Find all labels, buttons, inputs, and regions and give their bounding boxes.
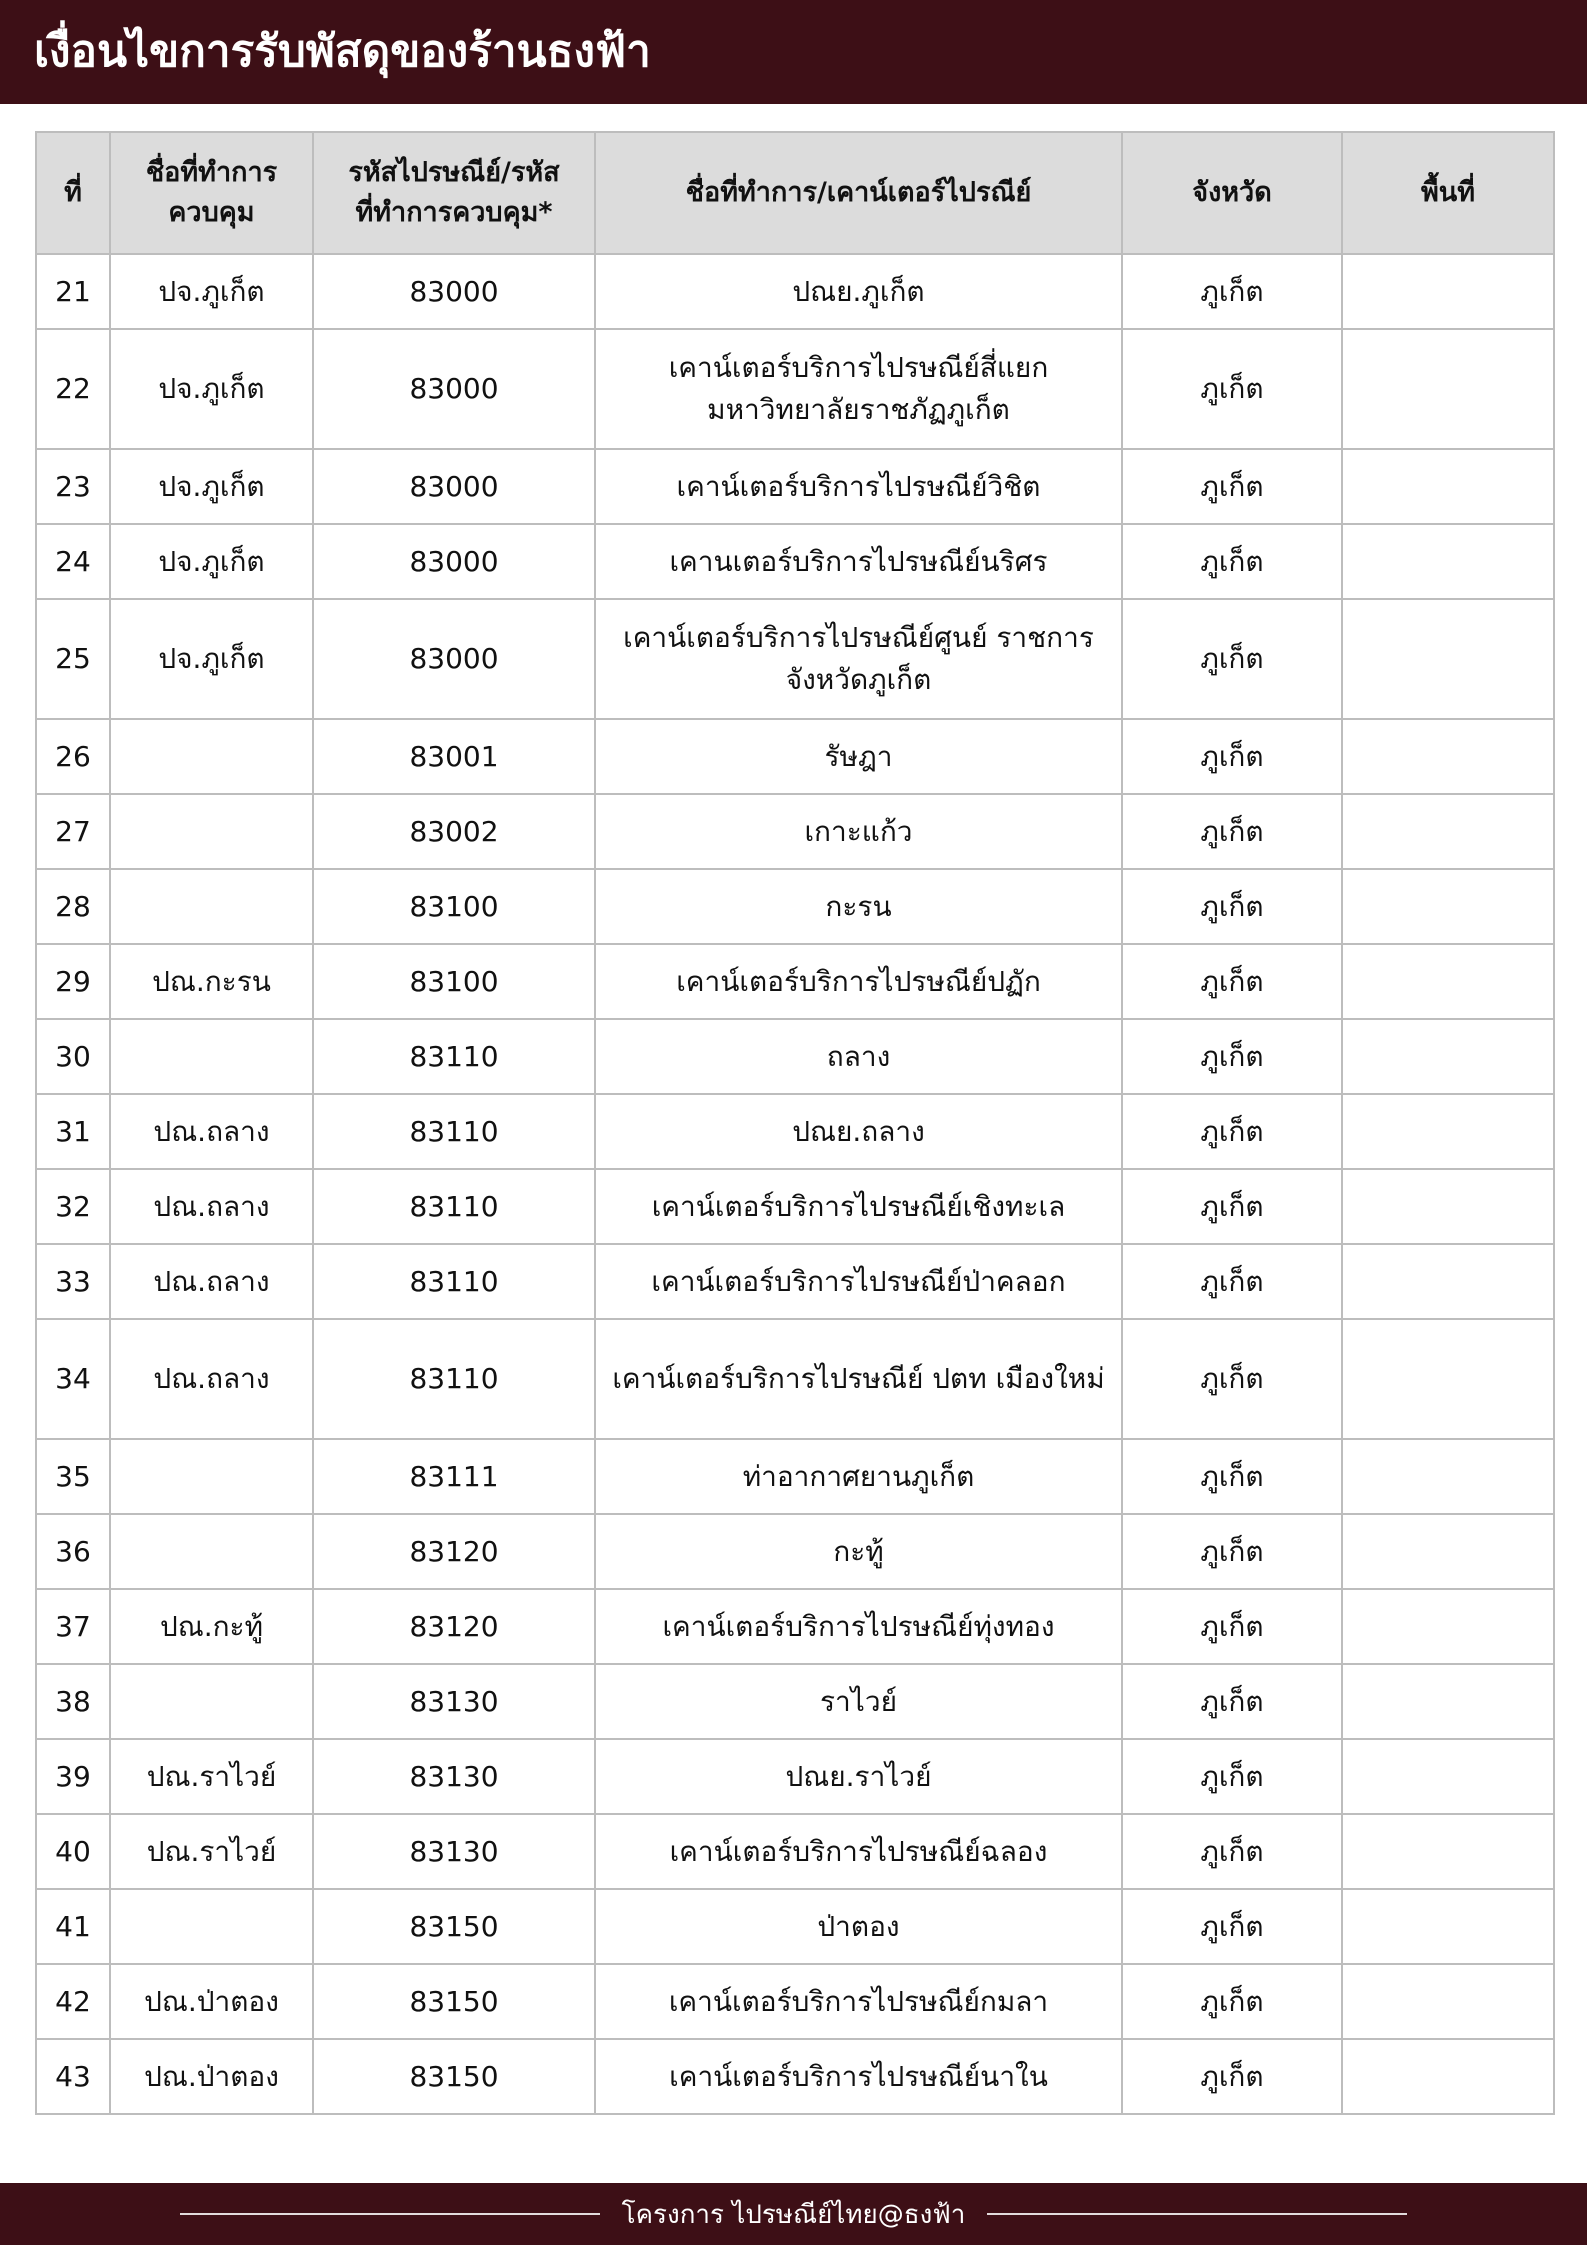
cell-postal-code: 83111 xyxy=(313,1439,595,1514)
column-header-office-name: ชื่อที่ทำการ/เคาน์เตอร์ไปรณีย์ xyxy=(595,132,1122,254)
cell-postal-code: 83110 xyxy=(313,1094,595,1169)
cell-province: ภูเก็ต xyxy=(1122,524,1342,599)
cell-area xyxy=(1342,1094,1554,1169)
cell-province: ภูเก็ต xyxy=(1122,719,1342,794)
cell-area xyxy=(1342,944,1554,1019)
cell-no: 43 xyxy=(36,2039,110,2114)
cell-office-name: เกาะแก้ว xyxy=(595,794,1122,869)
cell-no: 36 xyxy=(36,1514,110,1589)
table-row xyxy=(36,2039,1554,2114)
cell-province: ภูเก็ต xyxy=(1122,1664,1342,1739)
cell-area xyxy=(1342,1739,1554,1814)
table-row xyxy=(36,1814,1554,1889)
cell-control-office: ปจ.ภูเก็ต xyxy=(110,524,313,599)
table-row xyxy=(36,794,1554,869)
cell-office-name: ถลาง xyxy=(595,1019,1122,1094)
cell-province: ภูเก็ต xyxy=(1122,329,1342,449)
cell-area xyxy=(1342,1964,1554,2039)
cell-office-name: เคาน์เตอร์บริการไปรษณีย์ ปตท เมืองใหม่ xyxy=(595,1319,1122,1439)
cell-no: 28 xyxy=(36,869,110,944)
cell-postal-code: 83000 xyxy=(313,599,595,719)
cell-office-name: เคานเตอร์บริการไปรษณีย์นริศร xyxy=(595,524,1122,599)
cell-control-office: ปณ.ถลาง xyxy=(110,1319,313,1439)
column-header-province: จังหวัด xyxy=(1122,132,1342,254)
column-header-area: พื้นที่ xyxy=(1342,132,1554,254)
cell-area xyxy=(1342,329,1554,449)
cell-office-name: กะรน xyxy=(595,869,1122,944)
cell-control-office xyxy=(110,794,313,869)
cell-office-name: ท่าอากาศยานภูเก็ต xyxy=(595,1439,1122,1514)
cell-no: 35 xyxy=(36,1439,110,1514)
table-row xyxy=(36,254,1554,329)
cell-no: 41 xyxy=(36,1889,110,1964)
cell-province: ภูเก็ต xyxy=(1122,1814,1342,1889)
cell-control-office: ปณ.ถลาง xyxy=(110,1094,313,1169)
column-header-postal-code: รหัสไปรษณีย์/รหัส ที่ทำการควบคุม* xyxy=(313,132,595,254)
cell-office-name: เคาน์เตอร์บริการไปรษณีย์ศูนย์ ราชการจังหวัดภูเก็ต xyxy=(595,599,1122,719)
cell-control-office: ปณ.ป่าตอง xyxy=(110,2039,313,2114)
cell-postal-code: 83100 xyxy=(313,869,595,944)
table-row xyxy=(36,944,1554,1019)
table-row xyxy=(36,599,1554,719)
cell-no: 21 xyxy=(36,254,110,329)
cell-postal-code: 83130 xyxy=(313,1739,595,1814)
cell-province: ภูเก็ต xyxy=(1122,1019,1342,1094)
cell-province: ภูเก็ต xyxy=(1122,254,1342,329)
cell-office-name: รัษฎา xyxy=(595,719,1122,794)
cell-office-name: ปณย.ถลาง xyxy=(595,1094,1122,1169)
cell-no: 32 xyxy=(36,1169,110,1244)
cell-postal-code: 83150 xyxy=(313,2039,595,2114)
cell-area xyxy=(1342,794,1554,869)
cell-control-office: ปจ.ภูเก็ต xyxy=(110,449,313,524)
cell-control-office: ปณ.ราไวย์ xyxy=(110,1739,313,1814)
cell-no: 40 xyxy=(36,1814,110,1889)
cell-postal-code: 83120 xyxy=(313,1514,595,1589)
cell-no: 27 xyxy=(36,794,110,869)
cell-province: ภูเก็ต xyxy=(1122,1244,1342,1319)
cell-province: ภูเก็ต xyxy=(1122,449,1342,524)
cell-office-name: ปณย.ราไวย์ xyxy=(595,1739,1122,1814)
cell-area xyxy=(1342,1664,1554,1739)
cell-control-office: ปณ.กะรน xyxy=(110,944,313,1019)
cell-office-name: ป่าตอง xyxy=(595,1889,1122,1964)
cell-no: 38 xyxy=(36,1664,110,1739)
cell-control-office xyxy=(110,719,313,794)
table-row xyxy=(36,869,1554,944)
table-row xyxy=(36,1094,1554,1169)
cell-province: ภูเก็ต xyxy=(1122,1589,1342,1664)
cell-province: ภูเก็ต xyxy=(1122,1964,1342,2039)
cell-area xyxy=(1342,1244,1554,1319)
cell-control-office xyxy=(110,1889,313,1964)
cell-office-name: กะทู้ xyxy=(595,1514,1122,1589)
cell-province: ภูเก็ต xyxy=(1122,794,1342,869)
cell-no: 33 xyxy=(36,1244,110,1319)
cell-no: 26 xyxy=(36,719,110,794)
cell-control-office: ปณ.ราไวย์ xyxy=(110,1814,313,1889)
cell-office-name: เคาน์เตอร์บริการไปรษณีย์นาใน xyxy=(595,2039,1122,2114)
footer-divider-right xyxy=(987,2213,1407,2215)
cell-no: 23 xyxy=(36,449,110,524)
cell-no: 29 xyxy=(36,944,110,1019)
cell-control-office: ปจ.ภูเก็ต xyxy=(110,254,313,329)
cell-province: ภูเก็ต xyxy=(1122,1169,1342,1244)
cell-office-name: เคาน์เตอร์บริการไปรษณีย์ทุ่งทอง xyxy=(595,1589,1122,1664)
table-row xyxy=(36,1739,1554,1814)
cell-province: ภูเก็ต xyxy=(1122,2039,1342,2114)
table-row xyxy=(36,1439,1554,1514)
cell-office-name: เคาน์เตอร์บริการไปรษณีย์วิชิต xyxy=(595,449,1122,524)
column-header-no: ที่ xyxy=(36,132,110,254)
cell-postal-code: 83110 xyxy=(313,1319,595,1439)
table-row xyxy=(36,1589,1554,1664)
cell-area xyxy=(1342,1169,1554,1244)
table-row xyxy=(36,449,1554,524)
cell-area xyxy=(1342,1589,1554,1664)
cell-area xyxy=(1342,869,1554,944)
cell-province: ภูเก็ต xyxy=(1122,1514,1342,1589)
cell-postal-code: 83150 xyxy=(313,1889,595,1964)
cell-office-name: เคาน์เตอร์บริการไปรษณีย์เชิงทะเล xyxy=(595,1169,1122,1244)
cell-province: ภูเก็ต xyxy=(1122,869,1342,944)
cell-office-name: เคาน์เตอร์บริการไปรษณีย์ป่าคลอก xyxy=(595,1244,1122,1319)
cell-postal-code: 83002 xyxy=(313,794,595,869)
post-office-table xyxy=(35,131,1555,2115)
cell-area xyxy=(1342,1514,1554,1589)
table-body xyxy=(36,254,1554,2114)
cell-no: 25 xyxy=(36,599,110,719)
cell-no: 42 xyxy=(36,1964,110,2039)
cell-area xyxy=(1342,1889,1554,1964)
cell-no: 22 xyxy=(36,329,110,449)
cell-area xyxy=(1342,524,1554,599)
cell-postal-code: 83130 xyxy=(313,1814,595,1889)
table-row xyxy=(36,1964,1554,2039)
cell-control-office: ปจ.ภูเก็ต xyxy=(110,599,313,719)
cell-area xyxy=(1342,599,1554,719)
cell-control-office: ปณ.ป่าตอง xyxy=(110,1964,313,2039)
cell-office-name: เคาน์เตอร์บริการไปรษณีย์กมลา xyxy=(595,1964,1122,2039)
cell-postal-code: 83130 xyxy=(313,1664,595,1739)
cell-area xyxy=(1342,2039,1554,2114)
cell-area xyxy=(1342,1814,1554,1889)
cell-control-office: ปจ.ภูเก็ต xyxy=(110,329,313,449)
table-row xyxy=(36,1169,1554,1244)
cell-postal-code: 83110 xyxy=(313,1169,595,1244)
page-header xyxy=(0,0,1587,104)
cell-area xyxy=(1342,1019,1554,1094)
cell-control-office: ปณ.ถลาง xyxy=(110,1244,313,1319)
cell-area xyxy=(1342,449,1554,524)
table-header-row xyxy=(36,132,1554,254)
cell-postal-code: 83001 xyxy=(313,719,595,794)
cell-no: 31 xyxy=(36,1094,110,1169)
cell-province: ภูเก็ต xyxy=(1122,1739,1342,1814)
table-row xyxy=(36,1019,1554,1094)
cell-postal-code: 83000 xyxy=(313,449,595,524)
footer-text: โครงการ ไปรษณีย์ไทย@ธงฟ้า xyxy=(621,2199,966,2230)
cell-province: ภูเก็ต xyxy=(1122,1094,1342,1169)
cell-office-name: ปณย.ภูเก็ต xyxy=(595,254,1122,329)
cell-no: 24 xyxy=(36,524,110,599)
cell-no: 34 xyxy=(36,1319,110,1439)
cell-office-name: เคาน์เตอร์บริการไปรษณีย์ฉลอง xyxy=(595,1814,1122,1889)
cell-office-name: เคาน์เตอร์บริการไปรษณีย์ปฏัก xyxy=(595,944,1122,1019)
cell-control-office xyxy=(110,1664,313,1739)
table-row xyxy=(36,1889,1554,1964)
table-row xyxy=(36,719,1554,794)
page-title: เงื่อนไขการรับพัสดุของร้านธงฟ้า xyxy=(34,26,651,77)
cell-area xyxy=(1342,1319,1554,1439)
cell-office-name: เคาน์เตอร์บริการไปรษณีย์สี่แยก มหาวิทยาลัยราชภัฏภูเก็ต xyxy=(595,329,1122,449)
cell-province: ภูเก็ต xyxy=(1122,599,1342,719)
cell-province: ภูเก็ต xyxy=(1122,944,1342,1019)
cell-area xyxy=(1342,1439,1554,1514)
cell-office-name: ราไวย์ xyxy=(595,1664,1122,1739)
table-row xyxy=(36,1244,1554,1319)
cell-postal-code: 83150 xyxy=(313,1964,595,2039)
cell-area xyxy=(1342,719,1554,794)
cell-no: 37 xyxy=(36,1589,110,1664)
table-row xyxy=(36,1664,1554,1739)
cell-control-office xyxy=(110,869,313,944)
column-header-control-office: ชื่อที่ทำการ ควบคุม xyxy=(110,132,313,254)
cell-postal-code: 83000 xyxy=(313,329,595,449)
cell-postal-code: 83000 xyxy=(313,524,595,599)
table-row xyxy=(36,1319,1554,1439)
cell-postal-code: 83000 xyxy=(313,254,595,329)
cell-postal-code: 83100 xyxy=(313,944,595,1019)
cell-control-office xyxy=(110,1514,313,1589)
cell-province: ภูเก็ต xyxy=(1122,1889,1342,1964)
cell-area xyxy=(1342,254,1554,329)
cell-province: ภูเก็ต xyxy=(1122,1439,1342,1514)
table-row xyxy=(36,1514,1554,1589)
cell-control-office xyxy=(110,1439,313,1514)
page-footer xyxy=(0,2183,1587,2245)
cell-postal-code: 83110 xyxy=(313,1019,595,1094)
cell-no: 30 xyxy=(36,1019,110,1094)
footer-divider-left xyxy=(180,2213,600,2215)
cell-control-office: ปณ.กะทู้ xyxy=(110,1589,313,1664)
table-row xyxy=(36,329,1554,449)
cell-postal-code: 83110 xyxy=(313,1244,595,1319)
cell-no: 39 xyxy=(36,1739,110,1814)
cell-control-office xyxy=(110,1019,313,1094)
table-row xyxy=(36,524,1554,599)
cell-control-office: ปณ.ถลาง xyxy=(110,1169,313,1244)
cell-province: ภูเก็ต xyxy=(1122,1319,1342,1439)
cell-postal-code: 83120 xyxy=(313,1589,595,1664)
